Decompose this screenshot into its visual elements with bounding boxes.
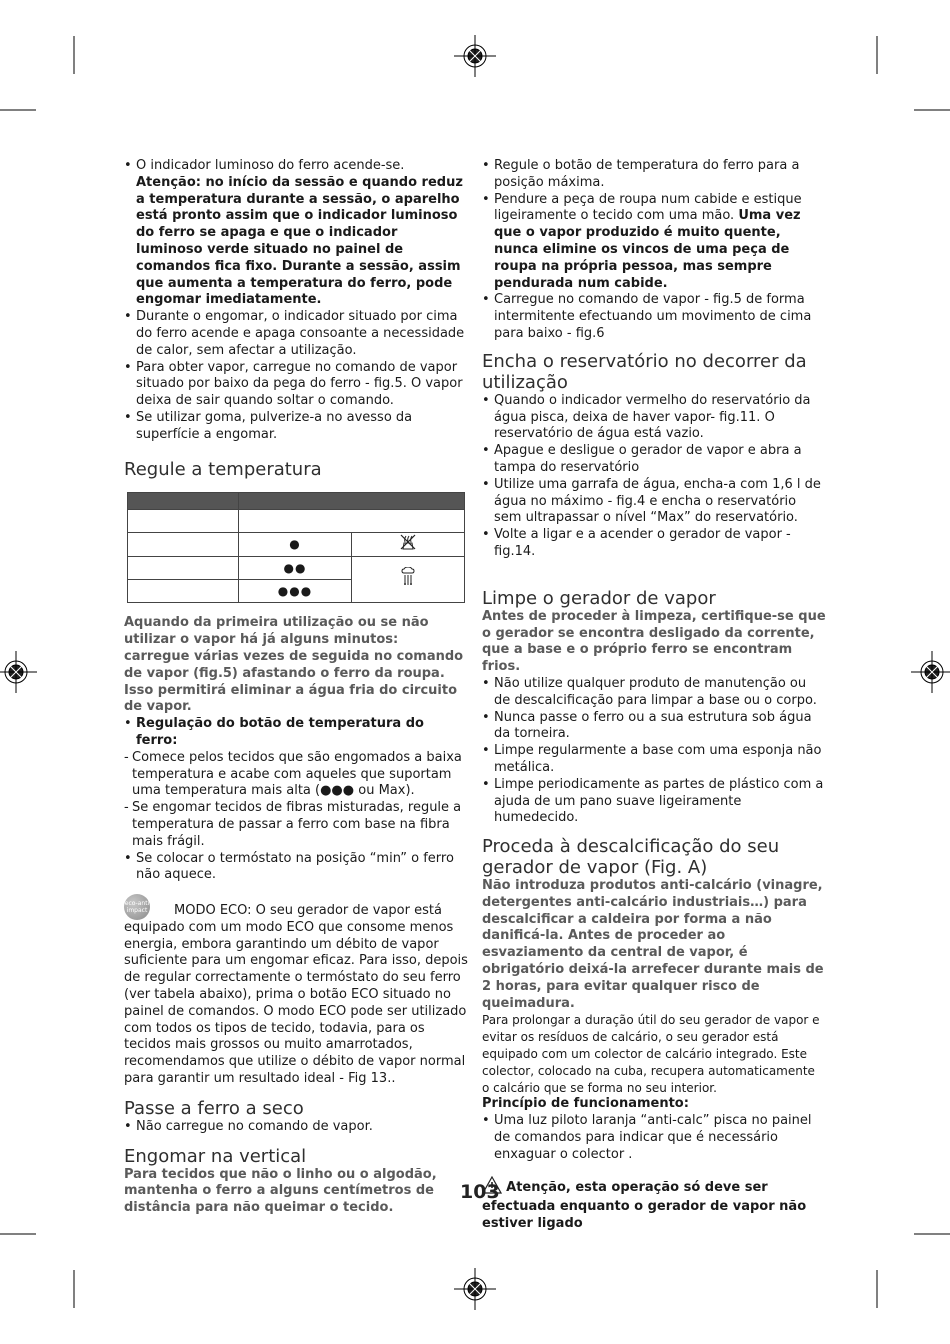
principio-label: Princípio de funcionamento:: [482, 1096, 689, 1112]
section-heading-proceda: Proceda à descalcificação do seu gerador de vapor (Fig. A): [482, 836, 780, 879]
list-item: • Carregue no comando de vapor - fig.5 de forma intermitente efectuando um movimento de cima para baixo - fig.6: [482, 292, 826, 342]
table-row: [128, 509, 465, 532]
list-item: • Nunca passe o ferro ou a sua estrutura sob água da torneira.: [482, 710, 826, 744]
list-item: • O indicador luminoso do ferro acende-se. Atenção: no início da sessão e quando reduz a temperatura durante a sessão, o aparelho está pronto assim que o indicador luminoso do ferro se apaga e que o indicador luminoso verde situado no painel de comandos fica fixo. Durante a sessão, assim que aumenta a temperatura do ferro, pode engomar imediatamente.: [124, 158, 468, 309]
limpe-intro: Antes de proceder à limpeza, certifique-se que o gerador se encontra desligado da corrente, que a base e o próprio ferro se encontram frios.: [482, 608, 826, 675]
list-item: • Utilize uma garrafa de água, encha-a com 1,6 l de água no máximo - fig.4 e encha o reservatório sem ultrapassar o nível “Max” do reservatório.: [482, 477, 826, 527]
list-item: • Não carregue no comando de vapor.: [124, 1119, 468, 1136]
table-header-row: [128, 492, 465, 509]
eco-icon: eco-anti impact: [124, 894, 150, 920]
section-heading-regule: Regule a temperatura: [124, 458, 322, 480]
list-item: • Se colocar o termóstato na posição “min” o ferro não aquece.: [124, 851, 468, 885]
regulacao-list: [124, 716, 468, 750]
aquando-paragraph: Aquando da primeira utilização ou se não utilizar o vapor há já alguns minutos: carregue várias vezes de seguida no comando de vapor (fig.5) afastando o ferro da roupa. Isso permitirá eliminar a água fria do circuito de vapor.: [124, 615, 464, 715]
list-item: • Limpe periodicamente as partes de plástico com a ajuda de um pano suave ligeiramente humedecido.: [482, 777, 826, 827]
regulacao-sublist: [124, 750, 468, 851]
temperature-table: [127, 492, 465, 604]
section-heading-passe: Passe a ferro a seco: [124, 1097, 304, 1119]
list-item: • Volte a ligar e a acender o gerador de vapor - fig.14.: [482, 527, 826, 561]
limpe-list: [482, 676, 826, 827]
list-item: - Se engomar tecidos de fibras misturadas, regule a temperatura de passar a ferro com base na fibra mais frágil.: [124, 800, 468, 850]
list-item: - Comece pelos tecidos que são engomados a baixa temperatura e acabe com aqueles que suportam uma temperatura mais alta (●●● ou Max).: [124, 750, 468, 800]
section-heading-vertical: Engomar na vertical: [124, 1145, 307, 1167]
proceda-warning: Não introduza produtos anti-calcário (vinagre, detergentes anti-calcário industriais…) para descalcificar a caldeira por forma a não danificá-la. Antes de proceder ao esvaziamento da central de vapor, é obrigatório deixá-la arrefecer durante mais de 2 horas, para evitar qualquer risco de queimadura.: [482, 878, 824, 1011]
left-column: [124, 158, 468, 1217]
encha-list: [482, 393, 826, 561]
atencao-paragraph: Atenção, esta operação só deve ser efectuada enquanto o gerador de vapor não estiver ligado: [482, 1176, 826, 1233]
right-column: [482, 158, 826, 1233]
right-intro-list: [482, 158, 826, 343]
passe-list: [124, 1119, 468, 1136]
list-item: • Quando o indicador vermelho do reservatório da água pisca, deixa de haver vapor- fig.11. O reservatório de água está vazio.: [482, 393, 826, 443]
list-item: • Uma luz piloto laranja “anti-calc” pisca no painel de comandos para indicar que é necessário enxaguar o colector .: [482, 1113, 826, 1163]
registration-mark-top: [454, 35, 496, 77]
list-item: • Limpe regularmente a base com uma esponja não metálica.: [482, 743, 826, 777]
list-item: • Durante o engomar, o indicador situado por cima do ferro acende e apaga consoante a necessidade de calor, sem afectar a utilização.: [124, 309, 468, 359]
section-heading-encha: Encha o reservatório no decorrer da utilização: [482, 350, 807, 393]
principio-list: [482, 1113, 826, 1163]
temp-dot-2: ●●: [239, 557, 352, 580]
registration-mark-left: [0, 651, 37, 693]
list-item: • Não utilize qualquer produto de manutenção ou de descalcificação para limpar a base ou o corpo.: [482, 676, 826, 710]
list-item: • Regule o botão de temperatura do ferro para a posição máxima.: [482, 158, 826, 192]
steam-icon: [352, 557, 465, 603]
list-item: • Apague e desligue o gerador de vapor e abra a tampa do reservatório: [482, 443, 826, 477]
temp-dot-3: ●●●: [239, 580, 352, 603]
eco-paragraph: MODO ECO: O seu gerador de vapor está equipado com um modo ECO que consome menos energia, embora garantindo um débito de vapor suficiente para um engomar eficaz. Para isso, depois de regular correctamente o termóstato do seu ferro (ver tabela abaixo), prima o botão ECO situado no painel de comandos. O modo ECO pode ser utilizado com todos os tipos de tecido, todavia, para os tecidos mais grossos ou muito amarrotados, recomendamos que utilize o débito de vapor normal para garantir um resultado ideal - Fig 13..: [124, 903, 468, 1087]
table-row: [128, 532, 465, 557]
no-steam-icon: [352, 532, 465, 557]
table-row: [128, 557, 465, 580]
registration-mark-right: [911, 651, 950, 693]
section-heading-limpe: Limpe o gerador de vapor: [482, 587, 716, 609]
intro-list: [124, 158, 468, 444]
termostato-list: [124, 851, 468, 885]
vertical-paragraph: Para tecidos que não o linho ou o algodão, mantenha o ferro a alguns centímetros de distância para não queimar o tecido.: [124, 1166, 437, 1216]
temp-dot-1: ●: [239, 532, 352, 557]
proceda-paragraph: Para prolongar a duração útil do seu gerador de vapor e evitar os resíduos de calcário, o seu gerador está equipado com um colector de calcário integrado. Este colector, colocado na cuba, recupera automaticamente o calcário que se forma no seu interior.: [482, 1013, 820, 1095]
registration-mark-bottom: [454, 1268, 496, 1310]
list-item: • Pendure a peça de roupa num cabide e estique ligeiramente o tecido com uma mão. Uma vez que o vapor produzido é muito quente, nunca elimine os vincos de uma peça de roupa na própria pessoa, mas sempre pendurada num cabide.: [482, 192, 826, 293]
list-item: • Se utilizar goma, pulverize-a no avesso da superfície a engomar.: [124, 410, 468, 444]
page-number: 103: [460, 1181, 500, 1203]
list-item: • Regulação do botão de temperatura do ferro:: [124, 716, 468, 750]
list-item: • Para obter vapor, carregue no comando de vapor situado por baixo da pega do ferro - fig.5. O vapor deixa de sair quando soltar o comando.: [124, 360, 468, 410]
